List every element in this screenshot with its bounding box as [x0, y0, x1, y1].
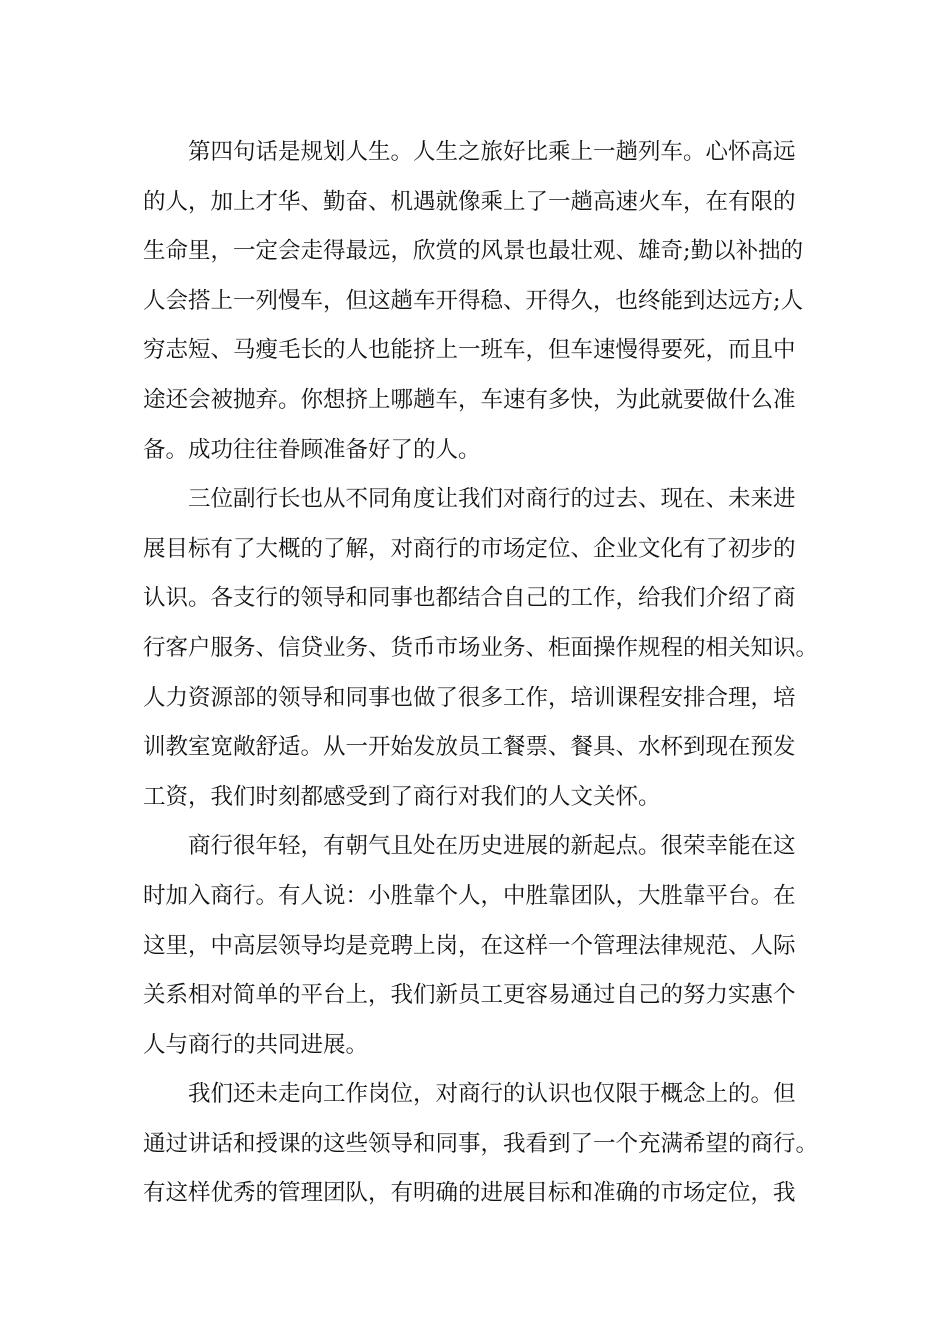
text-line: 人与商行的共同进展。 [143, 1031, 369, 1058]
text-line: 商行很年轻，有朝气且处在历史进展的新起点。很荣幸能在这 [188, 833, 796, 860]
text-line: 途还会被抛弃。你想挤上哪趟车，车速有多快，为此就要做什么准 [143, 386, 796, 413]
body-text [143, 128, 819, 1219]
text-line: 备。成功往往眷顾准备好了的人。 [143, 436, 481, 463]
text-line: 人会搭上一列慢车，但这趟车开得稳、开得久，也终能到达远方;人 [143, 287, 804, 314]
text-line: 通过讲话和授课的这些领导和同事，我看到了一个充满希望的商行。 [143, 1130, 819, 1157]
text-line: 穷志短、马瘦毛长的人也能挤上一班车，但车速慢得要死，而且中 [143, 337, 796, 364]
text-line: 第四句话是规划人生。人生之旅好比乘上一趟列车。心怀高远 [188, 139, 796, 165]
text-line: 时加入商行。有人说：小胜靠个人，中胜靠团队，大胜靠平台。在 [143, 882, 796, 909]
text-line: 这里，中高层领导均是竞聘上岗，在这样一个管理法律规范、人际 [143, 932, 796, 959]
text-line: 认识。各支行的领导和同事也都结合自己的工作，给我们介绍了商 [143, 585, 796, 612]
text-line: 的人，加上才华、勤奋、机遇就像乘上了一趟高速火车，在有限的 [143, 188, 796, 215]
text-line: 生命里，一定会走得最远，欣赏的风景也最壮观、雄奇;勤以补拙的 [143, 238, 804, 265]
text-line: 三位副行长也从不同角度让我们对商行的过去、现在、未来进 [188, 486, 796, 513]
text-line: 人力资源部的领导和同事也做了很多工作，培训课程安排合理，培 [143, 684, 796, 711]
text-line: 训教室宽敞舒适。从一开始发放员工餐票、餐具、水杯到现在预发 [143, 734, 796, 761]
text-line: 关系相对简单的平台上，我们新员工更容易通过自己的努力实惠个 [143, 982, 796, 1009]
text-line: 有这样优秀的管理团队，有明确的进展目标和准确的市场定位，我 [143, 1180, 796, 1207]
text-line: 工资，我们时刻都感受到了商行对我们的人文关怀。 [143, 783, 661, 810]
text-line: 我们还未走向工作岗位，对商行的认识也仅限于概念上的。但 [188, 1081, 796, 1108]
text-line: 展目标有了大概的了解，对商行的市场定位、企业文化有了初步的 [143, 535, 796, 562]
text-line: 行客户服务、信贷业务、货币市场业务、柜面操作规程的相关知识。 [143, 634, 819, 661]
